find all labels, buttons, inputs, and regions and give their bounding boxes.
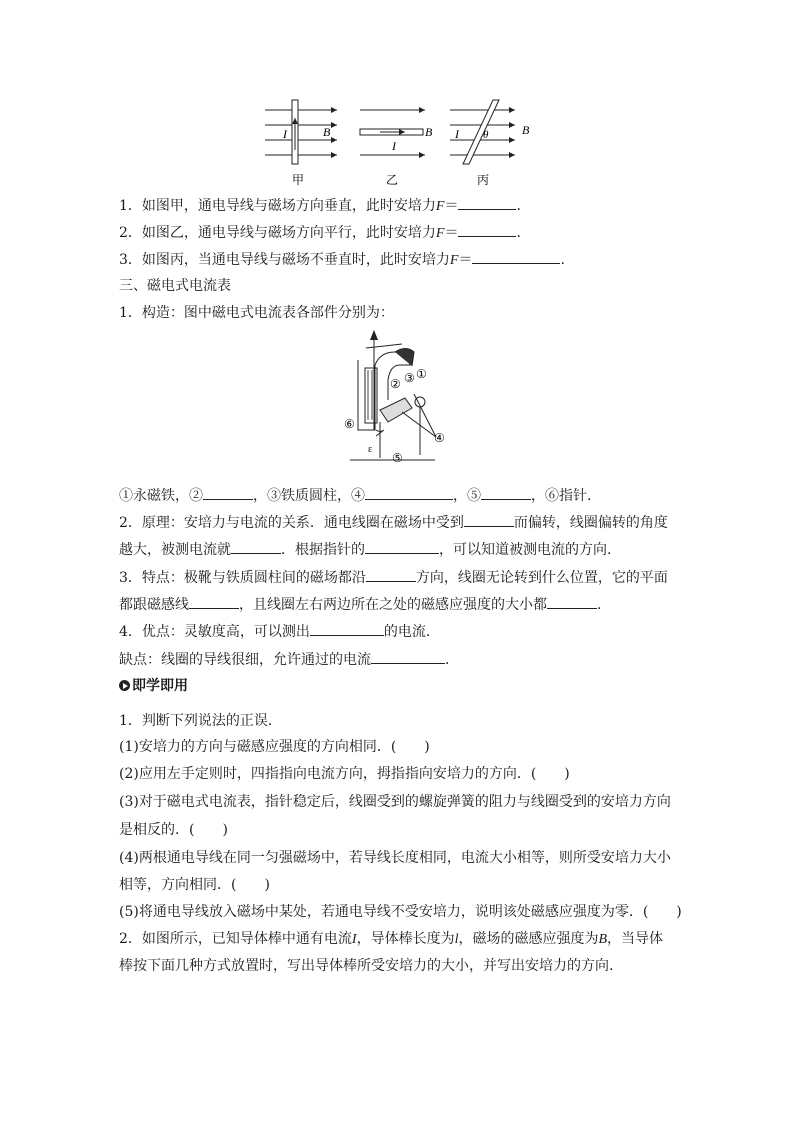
disadvantage-line: 缺点：线圈的导线很细，允许通过的电流 . [119, 649, 449, 670]
judge-item: (1)安培力的方向与磁感应强度的方向相同．( ) [119, 739, 430, 755]
caption-jia: 甲 [292, 173, 305, 187]
answer-blank[interactable] [464, 512, 514, 527]
answer-blank[interactable] [365, 539, 439, 554]
principle-line-1: 2．原理：安培力与电流的关系．通电线圈在磁场中受到 而偏转，线圈偏转的角度 [119, 512, 668, 533]
label-B: B [522, 123, 530, 137]
label-theta: θ [483, 129, 489, 141]
answer-blank[interactable] [458, 222, 516, 237]
galvanometer-figure [340, 330, 460, 475]
answer-blank[interactable] [481, 485, 531, 500]
answer-blank[interactable] [458, 195, 516, 210]
judge-item: (5)将通电导线放入磁场中某处，若通电导线不受安培力，说明该处磁感应强度为零．( ) [119, 904, 682, 920]
label-5: ⑤ [392, 451, 403, 465]
judge-item: 是相反的．( ) [119, 822, 228, 838]
answer-blank[interactable] [472, 249, 560, 264]
feature-line-1: 3．特点：极靴与铁质圆柱间的磁场都沿 方向，线圈无论转到什么位置，它的平面 [119, 567, 668, 588]
label-B: B [323, 125, 331, 139]
section-heading: 即学即用 [119, 676, 188, 696]
label-6: ⑥ [344, 417, 355, 431]
judge-item: 相等，方向相同．( ) [119, 877, 270, 893]
parts-line: ①永磁铁，② ，③铁质圆柱，④ ，⑤ ，⑥指针. [119, 485, 591, 506]
section-title: 三、磁电式电流表 [119, 278, 231, 294]
question-2b-line-2: 棒按下面几种方式放置时，写出导体棒所受安培力的大小，并写出安培力的方向. [119, 958, 614, 974]
label-3: ③ [404, 371, 415, 385]
advantage-line: 4．优点：灵敏度高，可以测出 的电流. [119, 621, 430, 642]
label-I: I [283, 127, 287, 141]
answer-blank[interactable] [366, 567, 416, 582]
field-diagrams-figure [255, 98, 545, 190]
answer-blank[interactable] [189, 594, 239, 609]
answer-blank[interactable] [310, 621, 384, 636]
label-2: ② [390, 377, 401, 391]
feature-line-2: 都跟磁感线 ，且线圈左右两边所在之处的磁感应强度的大小都 . [119, 594, 601, 615]
label-I: I [392, 139, 396, 153]
diagram-c [450, 100, 530, 164]
judge-title: 1．判断下列说法的正误． [119, 713, 282, 729]
question-1: 1．如图甲，通电导线与磁场方向垂直，此时安培力F＝ . [119, 195, 521, 217]
judge-item: (2)应用左手定则时，四指指向电流方向，拇指指向安培力的方向．( ) [119, 766, 570, 782]
answer-blank[interactable] [371, 649, 445, 664]
play-circle-icon [119, 680, 130, 691]
svg-text:ε: ε [368, 444, 373, 455]
answer-blank[interactable] [231, 539, 281, 554]
label-1: ① [416, 367, 427, 381]
question-3: 3．如图丙，当通电导线与磁场不垂直时，此时安培力F＝ . [119, 249, 565, 271]
label-4: ④ [434, 431, 445, 445]
diagram-a [265, 100, 337, 164]
principle-line-2: 越大，被测电流就 ．根据指针的 ，可以知道被测电流的方向. [119, 539, 611, 560]
answer-blank[interactable] [547, 594, 597, 609]
question-2: 2．如图乙，通电导线与磁场方向平行，此时安培力F＝ . [119, 222, 521, 244]
judge-item: (4)两根通电导线在同一匀强磁场中，若导线长度相同，电流大小相等，则所受安培力大小 [119, 850, 671, 866]
label-I: I [455, 127, 459, 141]
question-2b-line-1: 2．如图所示，已知导体棒中通有电流I，导体棒长度为l，磁场的磁感应强度为B，当导体 [119, 931, 664, 947]
answer-blank[interactable] [203, 485, 253, 500]
judge-item: (3)对于磁电式电流表，指针稳定后，线圈受到的螺旋弹簧的阻力与线圈受到的安培力方向 [119, 794, 671, 810]
label-B: B [425, 125, 433, 139]
answer-blank[interactable] [365, 485, 453, 500]
structure-intro: 1．构造：图中磁电式电流表各部件分别为： [119, 305, 394, 321]
caption-yi: 乙 [386, 173, 399, 187]
caption-bing: 丙 [477, 173, 490, 187]
diagram-b [360, 110, 433, 155]
